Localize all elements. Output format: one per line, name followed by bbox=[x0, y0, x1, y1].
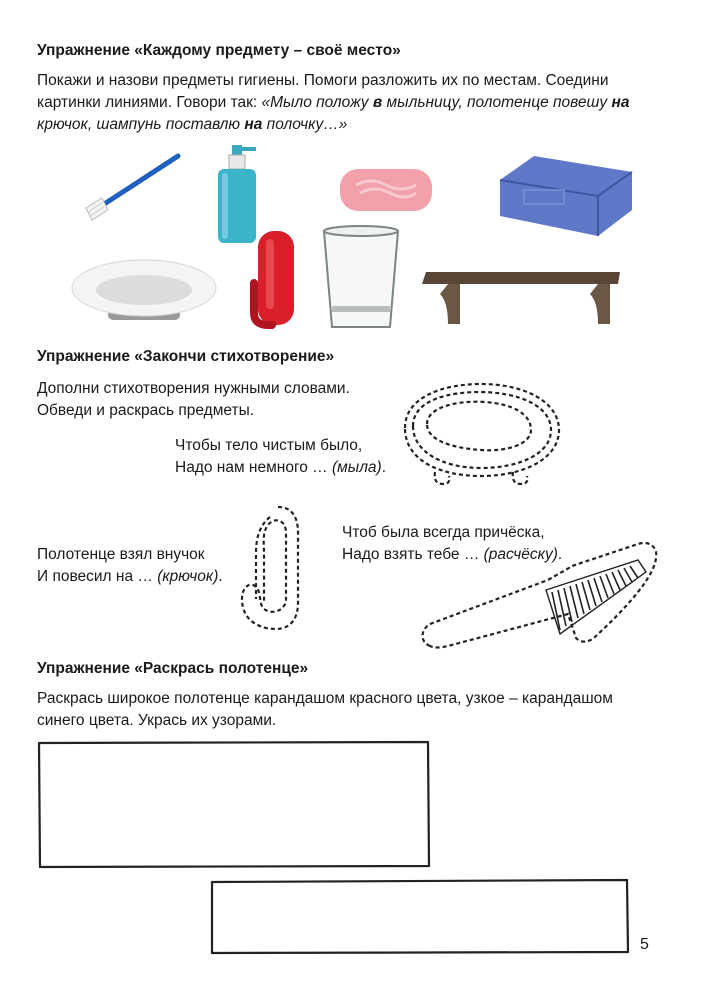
exercise1-instructions bbox=[37, 70, 677, 136]
soap-dish-outline-icon[interactable] bbox=[395, 380, 565, 492]
hook-outline-icon[interactable] bbox=[234, 503, 304, 633]
exercise3-line1: Раскрась широкое полотенце карандашом красного цвета, узкое – карандашом bbox=[37, 690, 613, 707]
exercise1-line3: крючок, шампунь поставлю на полочку…» bbox=[37, 116, 348, 133]
wall-hook-icon[interactable] bbox=[248, 229, 300, 329]
poem2 bbox=[37, 544, 223, 588]
poem1-line2: Надо нам немного … (мыла). bbox=[175, 459, 387, 476]
poem3-line2: Надо взять тебе … (расчёску). bbox=[342, 546, 563, 563]
poem3-line1: Чтоб была всегда причёска, bbox=[342, 524, 545, 541]
exercise2-title: Упражнение «Закончи стихотворение» bbox=[37, 348, 335, 365]
exercise1-line1: Покажи и назови предметы гигиены. Помоги разложить их по местам. Соедини bbox=[37, 72, 609, 89]
exercise1-line2: картинки линиями. Говори так: «Мыло положу в мыльницу, полотенце повешу на bbox=[37, 94, 630, 111]
exercise3-line2: синего цвета. Укрась их узорами. bbox=[37, 712, 277, 729]
poem2-line2: И повесил на … (крючок). bbox=[37, 568, 223, 585]
comb-outline-icon[interactable] bbox=[418, 538, 662, 650]
glass-icon[interactable] bbox=[320, 225, 402, 333]
poem1 bbox=[175, 435, 386, 479]
exercise2-intro-line2: Обведи и раскрась предметы. bbox=[37, 402, 255, 419]
shelf-icon[interactable] bbox=[420, 268, 626, 328]
towel-icon[interactable] bbox=[494, 150, 638, 238]
soap-dish-icon[interactable] bbox=[70, 256, 220, 326]
exercise3-title: Упражнение «Раскрась полотенце» bbox=[37, 660, 309, 677]
exercise1-title: Упражнение «Каждому предмету – своё место» bbox=[37, 42, 401, 59]
poem2-line1: Полотенце взял внучок bbox=[37, 546, 205, 563]
poem1-line1: Чтобы тело чистым было, bbox=[175, 437, 363, 454]
exercise2-intro bbox=[37, 378, 350, 422]
toothbrush-icon[interactable] bbox=[80, 150, 190, 230]
wide-towel-outline[interactable] bbox=[36, 740, 432, 870]
narrow-towel-outline[interactable] bbox=[209, 878, 631, 956]
page-number: 5 bbox=[640, 936, 649, 953]
soap-bar-icon[interactable] bbox=[336, 163, 436, 215]
exercise3-instructions bbox=[37, 688, 687, 732]
exercise2-intro-line1: Дополни стихотворения нужными словами. bbox=[37, 380, 350, 397]
